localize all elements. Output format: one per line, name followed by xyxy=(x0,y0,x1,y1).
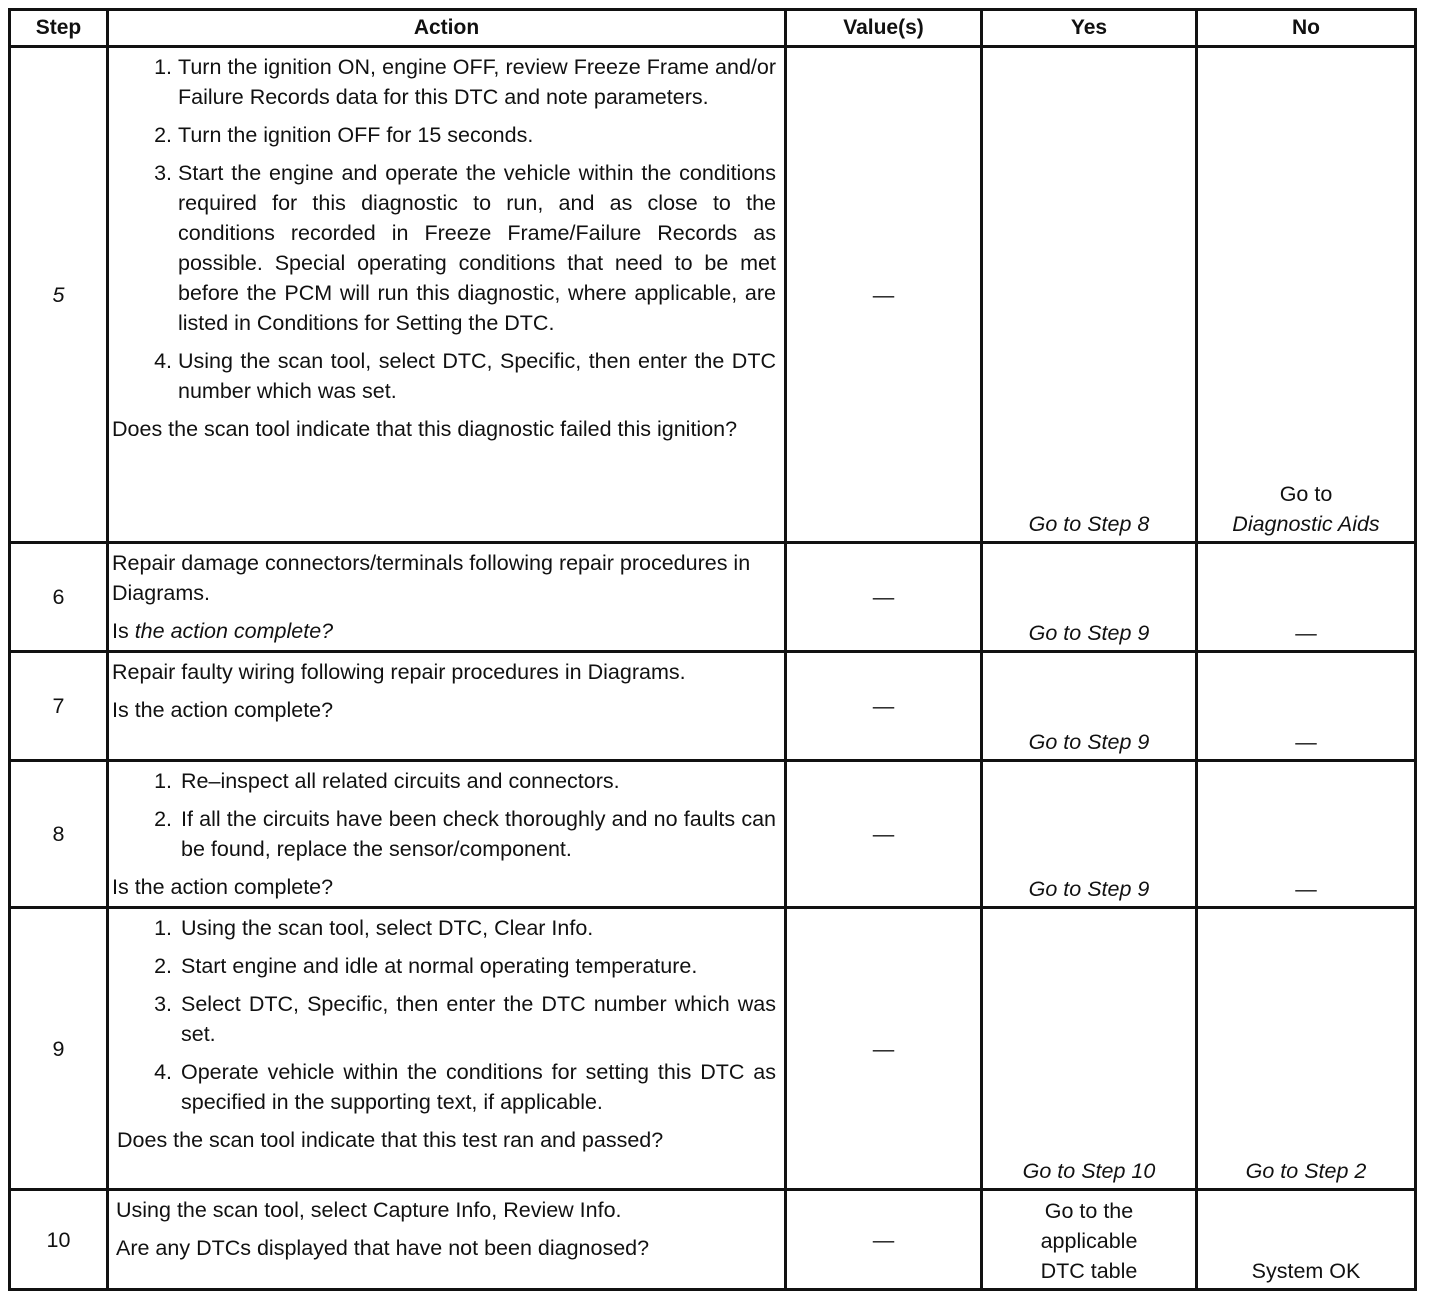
table-row-step-6 xyxy=(10,543,1416,652)
action-substep: 2. Start engine and idle at normal operating temperature. xyxy=(154,954,698,978)
action-question: Is the action complete? xyxy=(112,875,334,899)
action-cell xyxy=(108,1190,786,1290)
no-cell: Go to Step 2 xyxy=(1197,908,1416,1190)
step-number: 8 xyxy=(10,761,108,908)
header-values: Value(s) xyxy=(786,10,982,47)
action-substep: 1. Re–inspect all related circuits and connectors. xyxy=(154,769,620,793)
value-cell: — xyxy=(786,543,982,652)
action-text: Repair faulty wiring following repair procedures in Diagrams. xyxy=(112,660,686,684)
diagnostic-table xyxy=(8,8,1417,1291)
table-row-step-7 xyxy=(10,652,1416,761)
action-question: Is the action complete? xyxy=(112,698,334,722)
yes-cell-line: DTC table xyxy=(1040,1259,1138,1283)
action-substep: 1. Using the scan tool, select DTC, Clear Info. xyxy=(154,916,594,940)
table-row-step-10 xyxy=(10,1190,1416,1290)
yes-cell: Go to Step 9 xyxy=(982,543,1197,652)
value-cell: — xyxy=(786,652,982,761)
action-cell xyxy=(108,543,786,652)
action-substep: 1. Turn the ignition ON, engine OFF, review Freeze Frame and/or Failure Records data for this DTC and note parameters. xyxy=(154,55,776,109)
no-cell: — xyxy=(1197,652,1416,761)
action-question: Does the scan tool indicate that this test ran and passed? xyxy=(117,1128,664,1152)
yes-cell: Go to Step 8 xyxy=(982,47,1197,543)
no-cell-line: Go to xyxy=(1279,482,1333,506)
value-cell: — xyxy=(786,908,982,1190)
action-substep: 3. Select DTC, Specific, then enter the DTC number which was set. xyxy=(154,992,776,1046)
action-substep: 4. Operate vehicle within the conditions for setting this DTC as specified in the supporting text, if applicable. xyxy=(154,1060,776,1114)
action-question: Is the action complete? xyxy=(112,619,334,643)
no-cell: — xyxy=(1197,761,1416,908)
step-number: 7 xyxy=(10,652,108,761)
yes-cell-line: Go to the xyxy=(1044,1199,1134,1223)
action-text: Repair damage connectors/terminals following repair procedures in Diagrams. xyxy=(112,551,751,605)
no-cell: System OK xyxy=(1197,1190,1416,1290)
no-cell xyxy=(1197,47,1416,543)
action-substep: 4. Using the scan tool, select DTC, Specific, then enter the DTC number which was set. xyxy=(154,349,776,403)
header-row xyxy=(10,10,1416,47)
action-text: Using the scan tool, select Capture Info, Review Info. xyxy=(116,1198,622,1222)
action-cell xyxy=(108,652,786,761)
yes-cell: Go to Step 9 xyxy=(982,761,1197,908)
action-question: Does the scan tool indicate that this diagnostic failed this ignition? xyxy=(112,417,738,441)
header-step: Step xyxy=(10,10,108,47)
no-cell: — xyxy=(1197,543,1416,652)
action-cell xyxy=(108,761,786,908)
action-cell xyxy=(108,908,786,1190)
value-cell: — xyxy=(786,47,982,543)
action-cell xyxy=(108,47,786,543)
step-number: 9 xyxy=(10,908,108,1190)
table-row-step-5 xyxy=(10,47,1416,543)
value-cell: — xyxy=(786,1190,982,1290)
action-substep: 2. Turn the ignition OFF for 15 seconds. xyxy=(154,123,534,147)
header-no: No xyxy=(1197,10,1416,47)
step-number: 10 xyxy=(10,1190,108,1290)
yes-cell: Go to Step 9 xyxy=(982,652,1197,761)
action-substep: 2. If all the circuits have been check thoroughly and no faults can be found, replace the sensor/component. xyxy=(154,807,776,861)
step-number: 5 xyxy=(10,47,108,543)
value-cell: — xyxy=(786,761,982,908)
yes-cell-line: applicable xyxy=(1040,1229,1138,1253)
action-substep: 3. Start the engine and operate the vehicle within the conditions required for this diagnostic to run, and as close to the conditions recorded in Freeze Frame/Failure Records as possible. Special operating conditions that need to be met before the PCM will run this diagnostic, where applicable, are listed in Conditions for Setting the DTC. xyxy=(154,161,776,335)
yes-cell xyxy=(982,1190,1197,1290)
yes-cell: Go to Step 10 xyxy=(982,908,1197,1190)
header-action: Action xyxy=(108,10,786,47)
table-row-step-9 xyxy=(10,908,1416,1190)
diagnostic-aids-link: Diagnostic Aids xyxy=(1232,512,1380,536)
step-number: 6 xyxy=(10,543,108,652)
action-question: Are any DTCs displayed that have not been diagnosed? xyxy=(116,1236,650,1260)
header-yes: Yes xyxy=(982,10,1197,47)
table-row-step-8 xyxy=(10,761,1416,908)
